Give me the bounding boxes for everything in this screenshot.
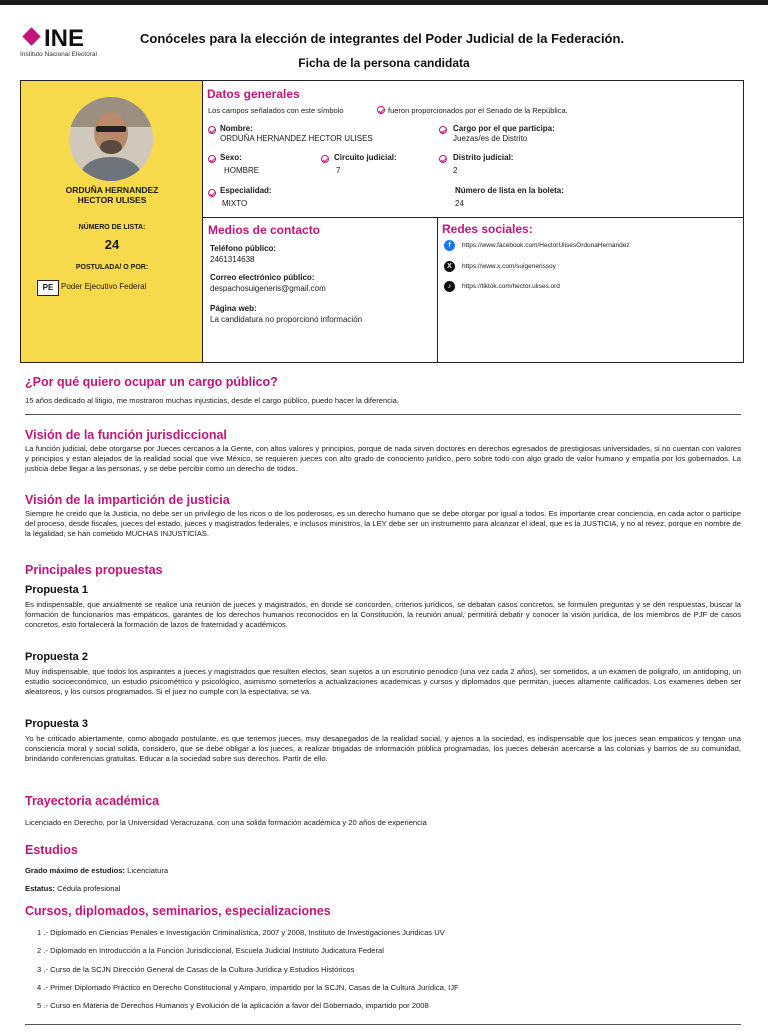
postulated-label: POSTULADA/ O POR: (75, 264, 149, 271)
propuesta-3-text: Yo he criticado abiertamente, como abogado postulante, es que tenemos jueces, muy desapegados de la realidad social, y ajenos a la sociedad, es indispensable que los jueces sean empaticos y tengan una consciencia moral y social solida, considero, que se debe obligar a los jueces, a realizar brigadas de información pública programadas, los jueces deberán acercarse a las colonias y barrios de su comunidad, brindando conferencias gratuitas. Educar a la sociedad sobre sus derechos. Partir de ello. (25, 734, 741, 763)
candidate-photo-icon (69, 97, 153, 181)
boleta-label: Número de lista en la boleta: (455, 186, 564, 195)
curso-item: 1 .- Diplomado en Ciencias Penales e Investigación Criminalística, 2007 y 2008, Instituto de Investigaciones Juridicas UV (37, 928, 445, 937)
section-divider (25, 414, 741, 415)
porque-title: ¿Por qué quiero ocupar un cargo público? (25, 375, 278, 389)
vision-funcion-title: Visión de la función jurisdiccional (25, 428, 227, 442)
list-number-label: NÚMERO DE LISTA: (78, 224, 146, 231)
curso-item: 3 .- Curso de la SCJN Dirección General de Casas de la Cultura Jurídica y Estudios Históricos (37, 965, 355, 974)
porque-text: 15 años dedicado al litigio, me mostraron muchas injusticias, desde el cargo público, puedo hacer la diferencia. (25, 396, 399, 405)
candidate-name-line2: HECTOR ULISES (77, 195, 147, 205)
especialidad-value: MIXTO (222, 199, 248, 208)
trayectoria-title: Trayectoria académica (25, 794, 160, 808)
vision-funcion-text: La función judicial, debe otorgarse por Jueces cercanos a la Gente, con altos valores y principios, porque de nada sirven doctores en derechos egresados de prestigiosas universidades, si no cuentan con valores y principios y estan alejados de la realidad social que vive México, se requieren jueces con alto grado de conociento jurídico, pero sobre todo con algo grado de valor humano y empatía por los gobernados. La justicia debe llegar a las personas, y se debe percibir como un derecho de todos. (25, 444, 741, 473)
sexo-label: Sexo: (220, 153, 242, 162)
boleta-value: 24 (455, 199, 464, 208)
postulated-by: Poder Ejecutivo Federal (61, 282, 147, 291)
sexo-value: HOMBRE (224, 166, 260, 175)
propuesta-1-text: Es indispensable, que anualmente se realice una reunión de jueces y magistrados, en donde se concorden, criterios jurídicos, se debatan casos concretos, se formulen preguntas y se den respuestas, buscar la formación de funcionarios mas empáticos, garantes de los derechos humanos reconocidos en la Constitución, la reunión anual, permitirá debatir y conocer la visión jurídica, de los miembros de PJF de casos concretos, esto fortalecerá la formación de lazos de fraternidad y académicos. (25, 600, 741, 629)
correo-value[interactable]: despachosuigeneris@gmail.com (210, 284, 326, 293)
telefono-label: Teléfono público: (210, 244, 277, 253)
distrito-label: Distrito judicial: (453, 153, 514, 162)
logo-subtitle: Instituto Nacional Electoral (20, 51, 97, 58)
list-number: 24 (104, 237, 120, 252)
curso-item: 2 .- Diplomado en Introducción a la Función Jurisdiccional, Escuela Judicial Instituto Judicatura Federal (37, 946, 384, 955)
propuesta-2-label: Propuesta 2 (25, 651, 88, 663)
candidate-summary-pane (21, 81, 203, 362)
tiktok-link[interactable]: https://tiktok.com/hector.ulises.ord (462, 283, 560, 290)
top-bar (0, 0, 768, 5)
facebook-icon: f (444, 240, 455, 251)
cargo-value: Juezas/es de Distrito (453, 134, 528, 143)
tiktok-icon: ♪ (444, 281, 455, 292)
datos-note-after: fueron proporcionados por el Senado de la República. (388, 106, 568, 115)
telefono-value: 2461314638 (210, 255, 255, 264)
logo-text: INE (44, 25, 85, 52)
page-title: Conóceles para la elección de integrantes del Poder Judicial de la Federación. (140, 31, 625, 46)
grado-row (25, 866, 168, 876)
grado-value: Licenciatura (127, 866, 169, 875)
x-icon: X (444, 261, 455, 272)
check-icon (208, 155, 216, 163)
curso-item: 4 .- Primer Diplomado Práctico en Derecho Constitucional y Amparo, impartido por la SCJN, Casas de la Cultura Jurídica, IJF (37, 983, 459, 992)
datos-generales-title: Datos generales (207, 87, 300, 101)
propuesta-1-label: Propuesta 1 (25, 584, 88, 596)
estatus-row (25, 884, 120, 894)
web-label: Página web: (210, 304, 257, 313)
check-icon (439, 155, 447, 163)
grado-label: Grado máximo de estudios: (25, 866, 126, 875)
section-divider (25, 1024, 741, 1025)
circuito-value: 7 (336, 166, 341, 175)
avatar (69, 97, 153, 181)
divider (202, 217, 743, 218)
estatus-value: Cédula profesional (57, 884, 121, 893)
correo-label: Correo electrónico público: (210, 273, 315, 282)
check-icon (208, 126, 216, 134)
page-subtitle: Ficha de la persona candidata (298, 56, 470, 70)
web-value: La candidatura no proporcionó información (210, 315, 363, 324)
propuestas-title: Principales propuestas (25, 563, 163, 577)
check-icon (377, 106, 385, 114)
candidate-card (20, 80, 744, 363)
check-icon (439, 126, 447, 134)
candidate-name-line1: ORDUÑA HERNANDEZ (65, 185, 159, 195)
contacto-title: Medios de contacto (208, 223, 321, 237)
nombre-label: Nombre: (220, 124, 253, 133)
especialidad-label: Especialidad: (220, 186, 272, 195)
trayectoria-text: Licenciado en Derecho, por la Universidad Veracruzana, con una solida formación académica y 20 años de experiencia (25, 818, 427, 827)
divider (437, 217, 438, 362)
ine-logo-diamond-icon (22, 27, 40, 45)
estatus-label: Estatus: (25, 884, 55, 893)
x-link[interactable]: https://www.x.com/suigenerissoy (462, 263, 556, 270)
check-icon (208, 189, 216, 197)
cargo-label: Cargo por el que participa: (453, 124, 555, 133)
distrito-value: 2 (453, 166, 458, 175)
vision-imparticion-title: Visión de la impartición de justicia (25, 493, 230, 507)
check-icon (321, 155, 329, 163)
propuesta-3-label: Propuesta 3 (25, 718, 88, 730)
nombre-value: ORDUÑA HERNANDEZ HECTOR ULISES (220, 134, 373, 143)
vision-imparticion-text: Siempre he creido que la Justicia, no debe ser un privilegio de los ricos o de los poderosos, es un derecho humano que se debe otorgar por igual a todos. Es importante crear conciencia, en cada actor o participe del proceso, desde fiscales, jueces del estado, jueces y magistrados federales, e inclusos ministros, la LEY debe ser un instrumento para alcanzar el ideal, que es la JUSTICIA, y no al revez, porque en nombre de la legalidad, se han cometido MUCHAS INJUSTICIAS. (25, 509, 741, 538)
estudios-title: Estudios (25, 843, 78, 857)
postulated-code-badge: PE (37, 280, 59, 296)
redes-title: Redes sociales: (442, 222, 533, 236)
propuesta-2-text: Muy indispensable, que todos los aspirantes a jueces y magistrados que resulten electos, sean sujetos a un escrutinio periodico (una vez cada 2 años), ser sometidos, a un examen de poligrafo, un antidoping, un estudio socioeconómico, un estudio psicométrico y psicológico, asimismo someterlos a actualizaciones academicas y cursos y diplomados que permitan, jueces altamente calificados. Los examenes deben ser aleatoreos, y los cursos programados. Si el juez no cumple con la espectativa, se va. (25, 667, 741, 696)
candidate-name (21, 185, 203, 205)
circuito-label: Circuito judicial: (334, 153, 397, 162)
cursos-title: Cursos, diplomados, seminarios, especializaciones (25, 904, 331, 918)
facebook-link[interactable]: https://www.facebook.com/HectorUlisesOrdunaHernandez (462, 242, 630, 249)
curso-item: 5 .- Curso en Materia de Derechos Humanos y Evolución de la aplicación a favor del Gobernado, impartido por 2008 (37, 1001, 429, 1010)
datos-note-before: Los campos señalados con este símbolo (208, 106, 344, 115)
